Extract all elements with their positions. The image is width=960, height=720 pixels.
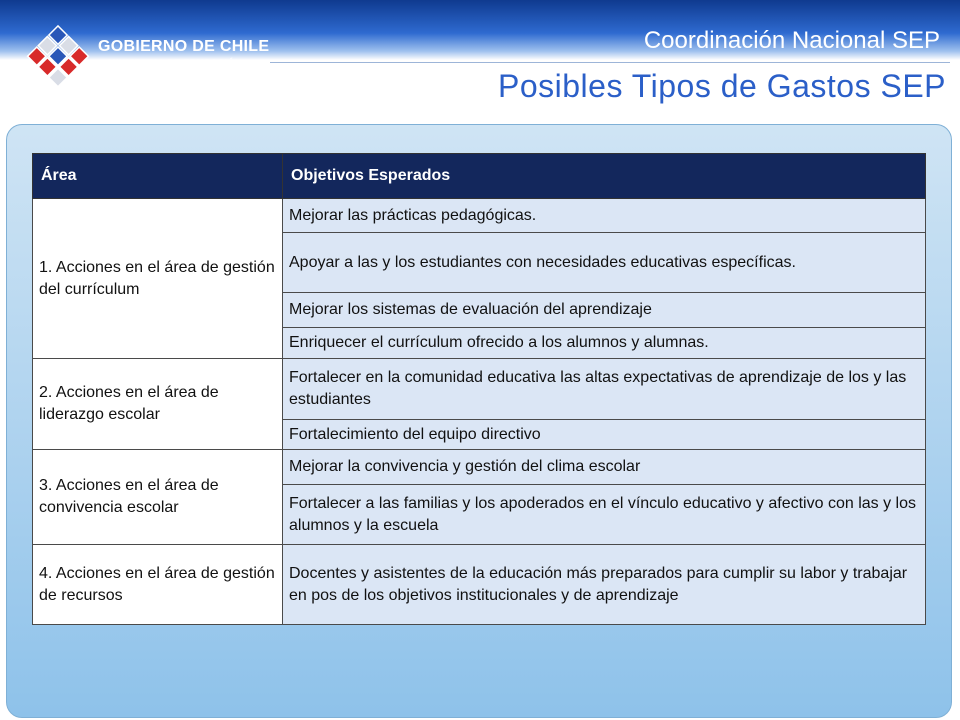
table-row <box>33 545 926 625</box>
page-title: Posibles Tipos de Gastos SEP <box>498 68 946 104</box>
objective-cell: Mejorar las prácticas pedagógicas. <box>283 199 926 233</box>
objective-cell: Mejorar los sistemas de evaluación del aprendizaje <box>283 293 926 328</box>
table-row <box>33 450 926 485</box>
area-cell-1: 1. Acciones en el área de gestión del currículum <box>33 199 283 359</box>
table-row <box>33 199 926 233</box>
government-logo <box>20 22 270 92</box>
objective-cell: Docentes y asistentes de la educación más preparados para cumplir su labor y trabajar en pos de los objetivos institucionales y de aprendizaje <box>283 545 926 625</box>
table-header-row <box>33 154 926 199</box>
area-cell-4: 4. Acciones en el área de gestión de recursos <box>33 545 283 625</box>
header-area: Área <box>33 154 283 199</box>
slide-header <box>0 0 960 120</box>
header-divider <box>270 62 950 63</box>
objective-cell: Mejorar la convivencia y gestión del clima escolar <box>283 450 926 485</box>
expense-types-table <box>32 153 926 625</box>
logo-ministry-text: MINISTERIO DE EDUCACIÓN <box>108 58 242 68</box>
logo-government-text: GOBIERNO DE CHILE <box>98 38 270 55</box>
coordination-title: Coordinación Nacional SEP <box>643 27 940 54</box>
table-row <box>33 359 926 420</box>
objective-cell: Enriquecer el currículum ofrecido a los alumnos y alumnas. <box>283 328 926 359</box>
objective-cell: Apoyar a las y los estudiantes con necesidades educativas específicas. <box>283 233 926 293</box>
objective-cell: Fortalecer a las familias y los apoderados en el vínculo educativo y afectivo con las y los alumnos y la escuela <box>283 485 926 545</box>
chile-flag-cubes-icon <box>20 22 96 92</box>
area-cell-3: 3. Acciones en el área de convivencia escolar <box>33 450 283 545</box>
objective-cell: Fortalecimiento del equipo directivo <box>283 420 926 450</box>
header-objectives: Objetivos Esperados <box>283 154 926 199</box>
objective-cell: Fortalecer en la comunidad educativa las altas expectativas de aprendizaje de los y las estudiantes <box>283 359 926 420</box>
area-cell-2: 2. Acciones en el área de liderazgo escolar <box>33 359 283 450</box>
